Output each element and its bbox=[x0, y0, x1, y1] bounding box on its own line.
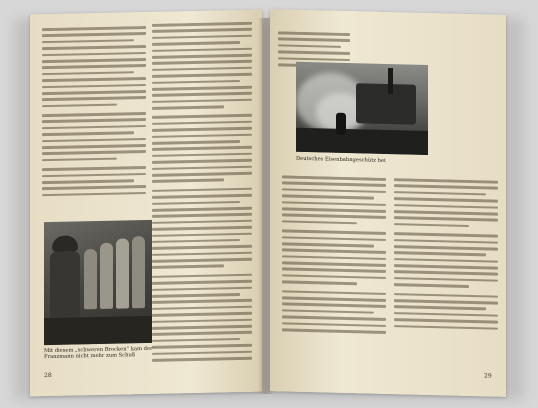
artillery-shells-photo bbox=[44, 220, 152, 345]
left-photo-caption bbox=[44, 346, 154, 361]
left-page-column-left bbox=[42, 26, 146, 218]
right-page-number: 29 bbox=[484, 372, 492, 380]
left-page bbox=[30, 10, 262, 397]
railway-gun-photo bbox=[296, 62, 428, 155]
open-book bbox=[20, 12, 518, 394]
right-page-column-left bbox=[282, 175, 386, 364]
text-lines bbox=[42, 26, 146, 197]
text-lines bbox=[282, 175, 386, 333]
right-photo-caption-line1: Deutsches Eisenbahngeschütz bei bbox=[296, 155, 386, 164]
right-page-column-right bbox=[394, 178, 498, 361]
right-page bbox=[270, 9, 506, 397]
left-page-column-right bbox=[152, 22, 252, 364]
text-lines bbox=[394, 178, 498, 330]
left-photo-caption-line2: Franzmann nicht mehr zum Schuß bbox=[44, 352, 136, 361]
text-lines bbox=[152, 22, 252, 364]
right-photo-caption bbox=[296, 156, 436, 166]
left-photo-caption-line1: Mit diesem „schweren Brocken“ kam der bbox=[44, 345, 153, 355]
left-page-number: 28 bbox=[44, 371, 52, 380]
